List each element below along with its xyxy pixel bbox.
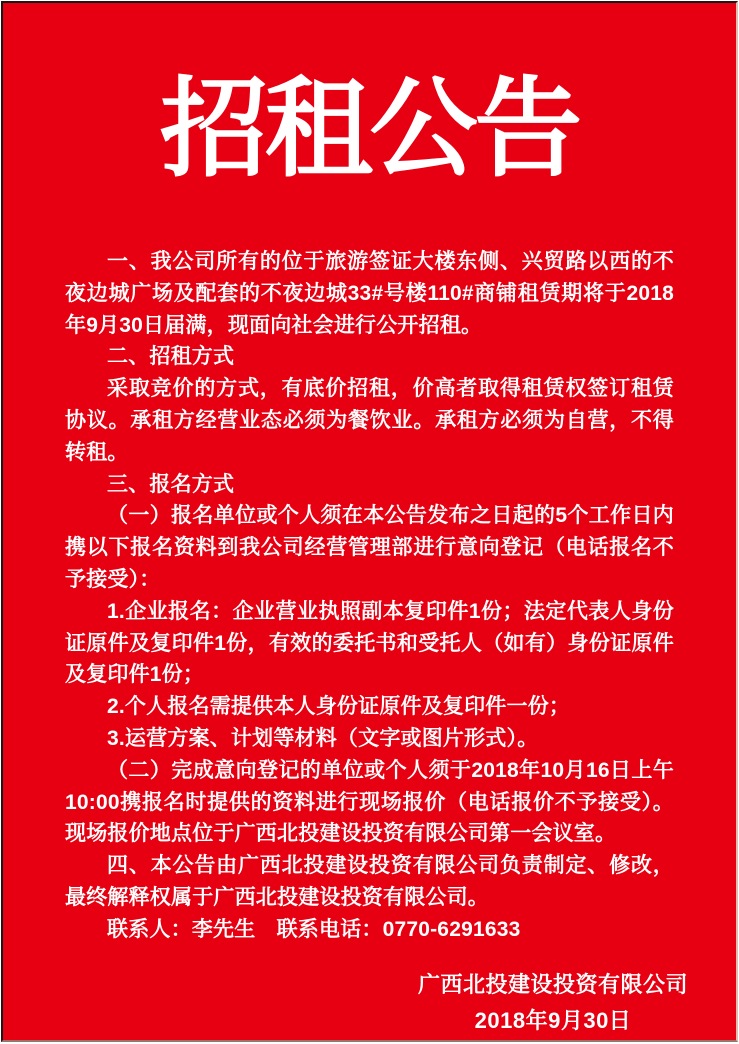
para-operation-plan: 3.运营方案、计划等材料（文字或图片形式）。 xyxy=(107,726,539,750)
para-rental-method: 采取竞价的方式，有底价招租，价高者取得租赁权签订租赁协议。承租方经营业态必须为餐饮业。承租方必须为自营，不得转租。 xyxy=(65,377,674,464)
para-onsite-bidding: （二）完成意向登记的单位或个人须于2018年10月16日上午10:00携报名时提供的资料进行现场报价（电话报价不予接受）。现场报价地点位于广西北投建设投资有限公司第一会议室。 xyxy=(65,758,674,846)
para-registration-intent: （一）报名单位或个人须在本公告发布之日起的5个工作日内携以下报名资料到我公司经营管理部进行意向登记（电话报名不予接受）： xyxy=(65,504,674,591)
announcement-poster xyxy=(1,1,738,1042)
signature-date: 2018年9月30日 xyxy=(474,1008,632,1034)
poster-title: 招租公告 xyxy=(159,71,580,190)
section-heading-rental-method: 二、招租方式 xyxy=(107,345,235,369)
contact-line: 联系人：李先生 联系电话：0770-6291633 xyxy=(107,917,521,941)
para-property-overview: 一、我公司所有的位于旅游签证大楼东侧、兴贸路以西的不夜边城广场及配套的不夜边城33#号楼110#商铺租赁期将于2018年9月30日届满，现面向社会进行公开招租。 xyxy=(65,249,674,337)
poster-body xyxy=(65,246,674,946)
para-individual-materials: 2.个人报名需提供本人身份证原件及复印件一份； xyxy=(107,695,571,719)
para-enterprise-materials: 1.企业报名：企业营业执照副本复印件1份；法定代表人身份证原件及复印件1份，有效的委托书和受托人（如有）身份证原件及复印件1份； xyxy=(65,599,674,687)
signature-block xyxy=(418,967,688,1039)
para-interpretation-rights: 四、本公告由广西北投建设投资有限公司负责制定、修改，最终解释权属于广西北投建设投资有限公司。 xyxy=(65,854,674,909)
section-heading-registration: 三、报名方式 xyxy=(107,472,235,496)
signature-company: 广西北投建设投资有限公司 xyxy=(417,972,688,998)
